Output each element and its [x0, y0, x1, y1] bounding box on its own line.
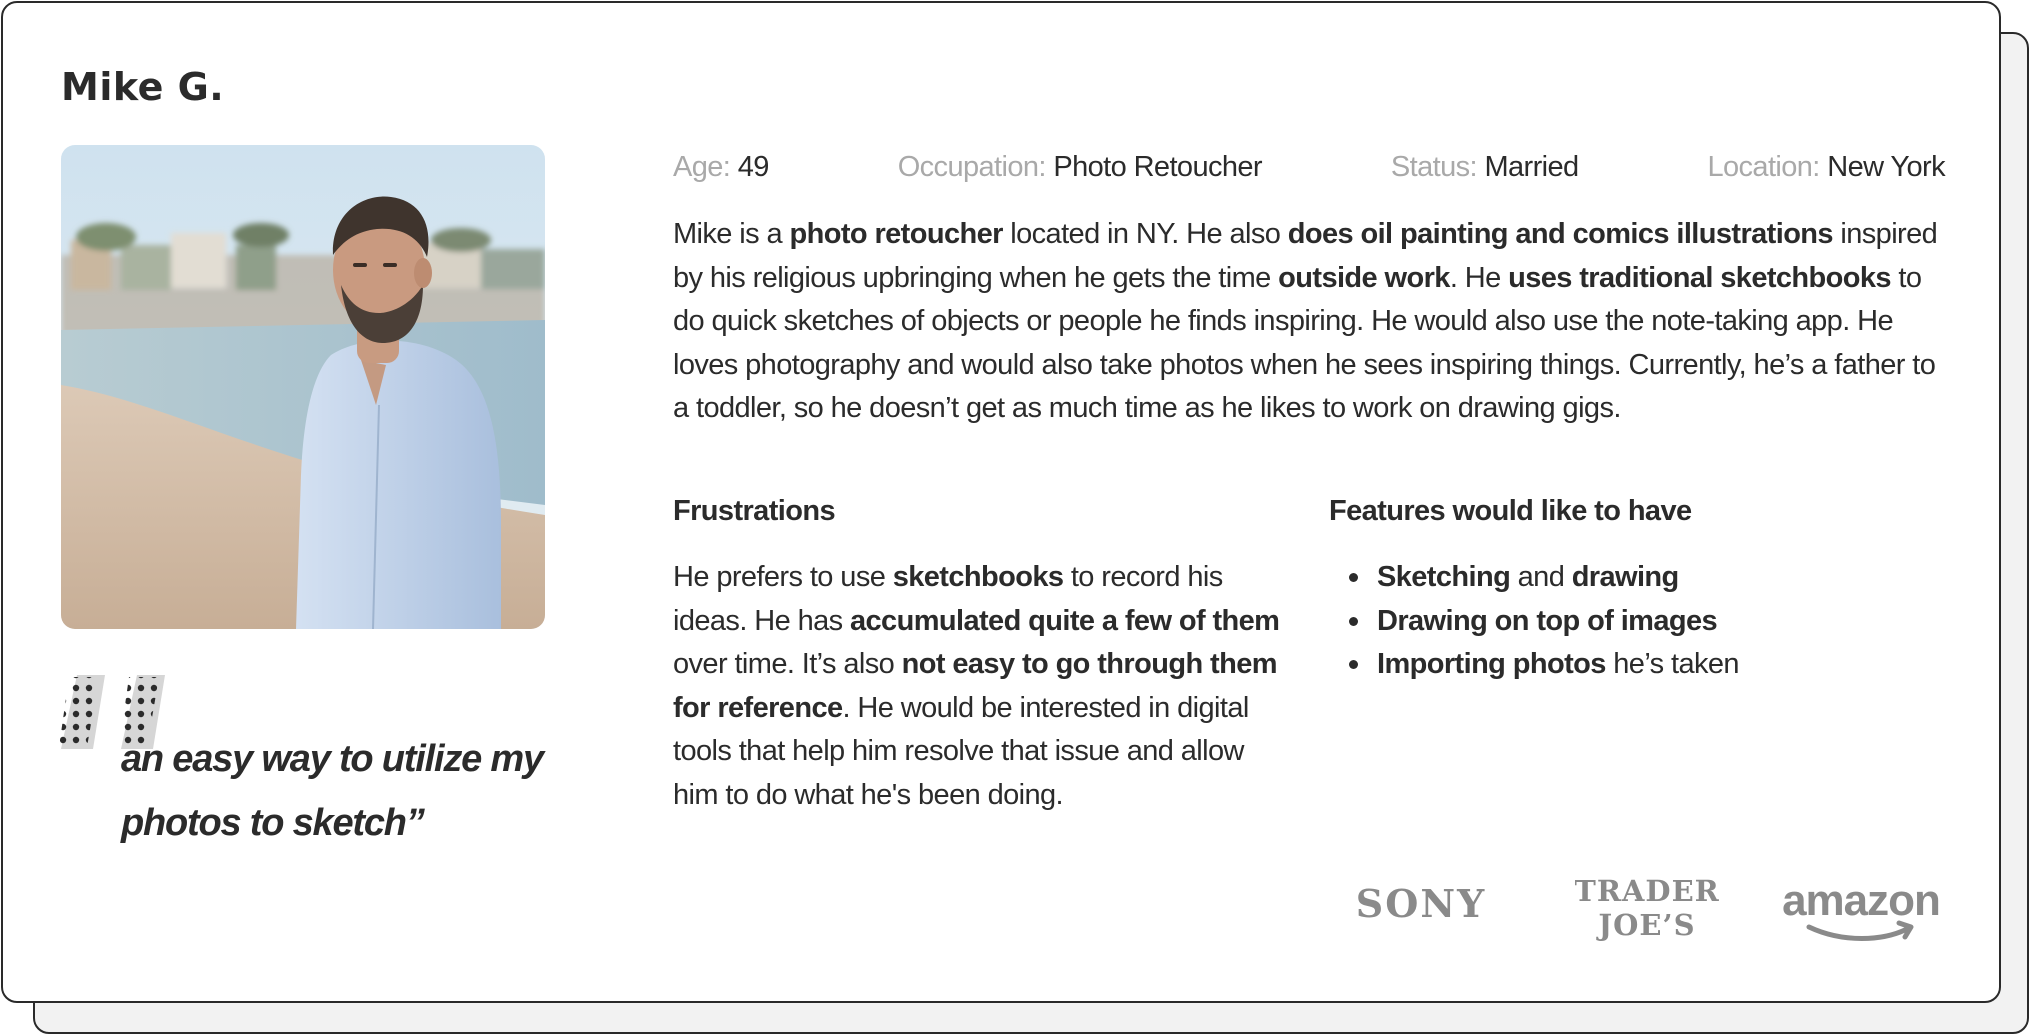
frustrations-text: He prefers to use	[673, 561, 893, 593]
bullet-dot-icon	[1349, 660, 1358, 669]
feature-highlight: drawing	[1571, 561, 1679, 593]
feature-highlight: Drawing on top of images	[1377, 604, 1718, 637]
list-item	[1329, 600, 1739, 644]
location-field	[1707, 151, 1945, 184]
occupation-label: Occupation:	[897, 150, 1046, 183]
frustrations-text: to record his ideas. He has	[673, 561, 1223, 637]
svg-text:JOE’S: JOE’S	[1598, 908, 1696, 941]
frustrations-highlight: accumulated quite a few of them	[850, 604, 1280, 637]
sony-logo	[1333, 881, 1509, 930]
svg-text:TRADER: TRADER	[1575, 874, 1719, 908]
occupation-value: Photo Retoucher	[1053, 150, 1262, 183]
frustrations-heading: Frustrations	[673, 495, 835, 527]
status-field	[1391, 151, 1579, 184]
persona-name: Mike G.	[61, 65, 225, 109]
features-heading: Features would like to have	[1329, 495, 1692, 527]
frustrations-body	[673, 556, 1283, 817]
frustrations-text: . He would be interested in digital tools that help him resolve that issue and allow him to do what he's been doing.	[673, 691, 1249, 811]
persona-bio	[673, 213, 1953, 431]
bio-highlight: photo retoucher	[789, 218, 1003, 250]
feature-text: and	[1510, 561, 1572, 593]
persona-card	[1, 1, 2001, 1003]
bio-text: inspired by his religious upbringing when he gets the time	[673, 218, 1938, 294]
location-value: New York	[1827, 150, 1945, 183]
age-value: 49	[737, 150, 769, 183]
age-label: Age:	[673, 150, 731, 183]
amazon-logo	[1775, 875, 1947, 950]
feature-text: he’s taken	[1605, 648, 1739, 680]
bio-highlight: does oil painting and comics illustrations	[1287, 218, 1833, 250]
occupation-field	[898, 151, 1262, 184]
frustrations-text: over time. It’s also	[673, 648, 902, 680]
bio-text: Mike is a	[673, 218, 790, 250]
svg-text:amazon: amazon	[1782, 876, 1940, 925]
persona-meta-row	[673, 145, 1945, 189]
bio-highlight: outside work	[1278, 261, 1450, 294]
persona-quote: an easy way to utilize my photos to sketch”	[121, 738, 543, 844]
location-label: Location:	[1707, 150, 1820, 183]
status-label: Status:	[1390, 150, 1477, 183]
age-field	[673, 151, 769, 184]
svg-text:SONY: SONY	[1355, 881, 1487, 925]
list-item	[1329, 556, 1739, 600]
frustrations-highlight: not easy to go through them for reference	[673, 648, 1277, 724]
feature-highlight: Sketching	[1377, 561, 1511, 593]
bullet-dot-icon	[1349, 573, 1358, 582]
features-list	[1329, 556, 1739, 687]
trader-joes-logo	[1575, 871, 1719, 946]
status-value: Married	[1484, 150, 1579, 183]
bio-text: located in NY. He also	[1002, 218, 1288, 250]
bio-highlight: uses traditional sketchbooks	[1508, 261, 1891, 294]
bio-text: . He	[1449, 261, 1509, 294]
persona-photo	[61, 145, 545, 629]
list-item	[1329, 643, 1739, 687]
frustrations-highlight: sketchbooks	[892, 561, 1064, 593]
bio-text: to do quick sketches of objects or people he finds inspiring. He would also use the note-taking app. He loves photography and would also take photos when he sees inspiring things. Currently, he’s a father to a toddler, so he doesn’t get as much time as he likes to work on drawing gigs.	[673, 261, 1936, 424]
bullet-dot-icon	[1349, 617, 1358, 626]
feature-highlight: Importing photos	[1377, 648, 1606, 680]
